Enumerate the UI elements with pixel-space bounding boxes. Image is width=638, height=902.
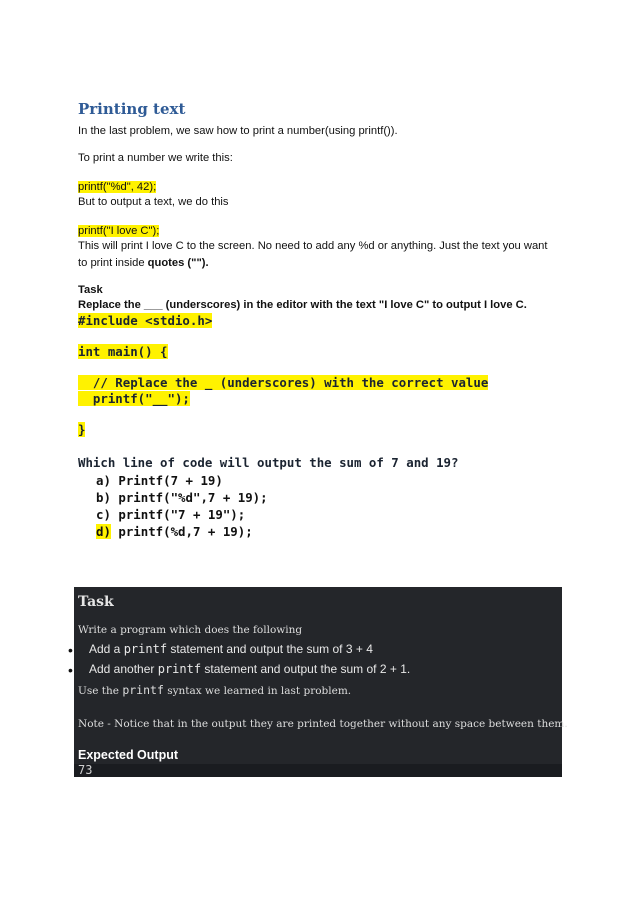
code-printf [78, 391, 190, 406]
option-c[interactable] [96, 506, 268, 523]
paragraph-text: But to output a text, we do this [78, 196, 229, 208]
paragraph-explain [78, 238, 553, 272]
code-include [78, 313, 212, 328]
option-letter: b) [96, 490, 111, 505]
page-title: Printing text [78, 100, 186, 118]
highlighted-code: printf("%d", 42); [78, 181, 157, 193]
option-text: printf("%d",7 + 19); [110, 490, 268, 505]
code-printf-text: printf("__"); [78, 391, 190, 406]
task-label: Task [78, 284, 103, 296]
bullet2-post: statement and output the sum of 2 + 1. [201, 662, 411, 676]
bullet-icon: • [68, 662, 73, 678]
option-a[interactable] [96, 472, 268, 489]
option-b[interactable] [96, 489, 268, 506]
code-main [78, 344, 168, 359]
output-box [74, 764, 562, 777]
code-close-text: } [78, 422, 86, 437]
bullet2-code: printf [157, 662, 202, 676]
option-text: printf("7 + 19"); [110, 507, 246, 522]
panel-intro: Write a program which does the following [78, 624, 303, 636]
bullet1-code: printf [123, 642, 168, 656]
option-letter: d) [96, 524, 111, 539]
code-example-number [78, 179, 156, 195]
quiz-options [96, 472, 268, 540]
option-text: Printf(7 + 19) [110, 473, 223, 488]
bullet1-post: statement and output the sum of 3 + 4 [167, 642, 373, 656]
expected-output-label: Expected Output [78, 748, 179, 762]
bullet2-pre: Add another [89, 662, 158, 676]
explain-quotes: quotes (""). [147, 257, 209, 269]
expected-output-value: 73 [78, 763, 93, 777]
bullet1-pre: Add a [89, 642, 124, 656]
panel-note: Note - Notice that in the output they are printed together without any space between them. [78, 718, 568, 730]
option-d[interactable] [96, 523, 268, 540]
paragraph-number: To print a number we write this: [78, 152, 233, 164]
use-post: syntax we learned in last problem. [163, 685, 352, 697]
bullet-item-2 [89, 662, 410, 676]
code-include-text: #include <stdio.h> [78, 313, 213, 328]
use-pre: Use the [78, 685, 123, 697]
use-code: printf [122, 683, 164, 697]
code-comment-text: // Replace the _ (underscores) with the correct value [78, 375, 489, 390]
bullet-icon: • [68, 642, 73, 658]
task-instruction: Replace the ___ (underscores) in the editor with the text "I love C" to output I love C. [78, 299, 527, 311]
highlighted-code: printf("I love C"); [78, 225, 160, 237]
code-example-text [78, 223, 159, 239]
bullet-item-1 [89, 642, 373, 656]
option-letter: a) [96, 473, 111, 488]
code-main-text: int main() { [78, 344, 168, 359]
code-comment [78, 375, 488, 390]
option-text: printf(%d,7 + 19); [110, 524, 253, 539]
paragraph-intro: In the last problem, we saw how to print a number(using printf()). [78, 125, 398, 137]
panel-use-syntax [78, 683, 351, 697]
code-close [78, 422, 85, 437]
panel-title: Task [78, 594, 114, 610]
option-letter: c) [96, 507, 111, 522]
explain-text: This will print I love C to the screen. No need to add any %d or anything. Just the text you want to print inside [78, 240, 548, 269]
quiz-question: Which line of code will output the sum of 7 and 19? [78, 455, 459, 470]
